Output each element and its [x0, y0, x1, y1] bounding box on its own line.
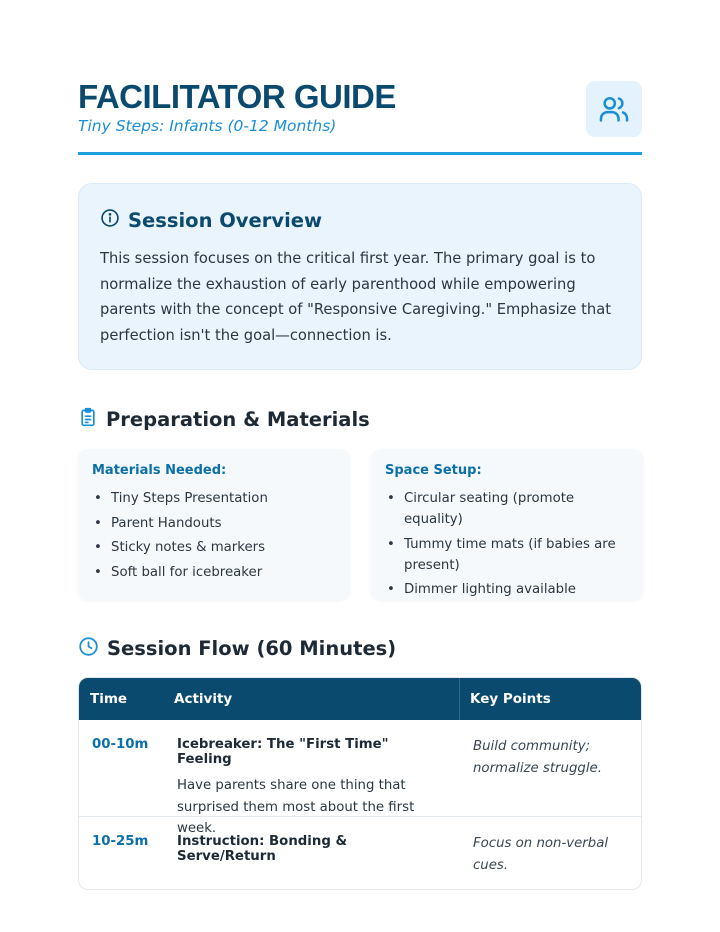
- overview-text: This session focuses on the critical first year. The primary goal is to normalize the exhaustion of early parenthood while empowering parents with the concept of "Responsive Caregiving." Emphasize that perfection isn't the goal—connection is.: [100, 250, 611, 344]
- materials-card: [78, 449, 350, 600]
- space-setup-list: [385, 488, 629, 600]
- session-flow-title: Session Flow (60 Minutes): [107, 637, 397, 660]
- page-subtitle: Tiny Steps: Infants (0-12 Months): [78, 117, 337, 135]
- header-divider: [78, 152, 642, 155]
- activity-title: Icebreaker: The "First Time" Feeling: [177, 737, 389, 767]
- column-header-time: Time: [90, 691, 128, 707]
- materials-list: [92, 488, 336, 583]
- table-header: [79, 678, 641, 720]
- column-header-key-points: Key Points: [459, 678, 641, 720]
- space-setup-card: [371, 449, 643, 600]
- activity-title: Instruction: Bonding & Serve/Return: [177, 834, 348, 864]
- overview-title: Session Overview: [128, 208, 323, 232]
- materials-title: Materials Needed:: [92, 463, 227, 478]
- users-icon: [586, 81, 642, 137]
- table-row: [79, 720, 641, 836]
- list-item: • Sticky notes & markers: [92, 537, 336, 558]
- preparation-heading: [78, 406, 370, 432]
- list-item: • Dimmer lighting available: [385, 579, 629, 600]
- clock-icon: [78, 636, 99, 661]
- row-key-points: Focus on non-verbal cues.: [473, 836, 609, 873]
- column-header-activity: Activity: [174, 691, 233, 707]
- session-overview-card: [78, 183, 642, 370]
- row-activity: [163, 817, 459, 890]
- list-item: • Circular seating (promote equality): [385, 488, 629, 530]
- session-flow-table: [78, 677, 642, 890]
- list-item: • Tummy time mats (if babies are present): [385, 534, 629, 576]
- session-flow-heading: [78, 636, 396, 661]
- row-key-points: Build community; normalize struggle.: [473, 739, 602, 776]
- table-row: [79, 817, 641, 890]
- row-activity: [163, 720, 459, 836]
- row-time: 10-25m: [92, 834, 149, 849]
- page-title: FACILITATOR GUIDE: [78, 78, 396, 115]
- activity-description: Have parents share one thing that surprised them most about the first week.: [177, 778, 415, 836]
- list-item: • Parent Handouts: [92, 513, 336, 534]
- preparation-title: Preparation & Materials: [106, 407, 370, 431]
- clipboard-icon: [78, 406, 98, 432]
- page-header: [78, 78, 642, 156]
- info-icon: [100, 208, 120, 232]
- space-setup-title: Space Setup:: [385, 463, 482, 478]
- row-time: 00-10m: [92, 737, 149, 752]
- list-item: • Tiny Steps Presentation: [92, 488, 336, 509]
- list-item: • Soft ball for icebreaker: [92, 562, 336, 583]
